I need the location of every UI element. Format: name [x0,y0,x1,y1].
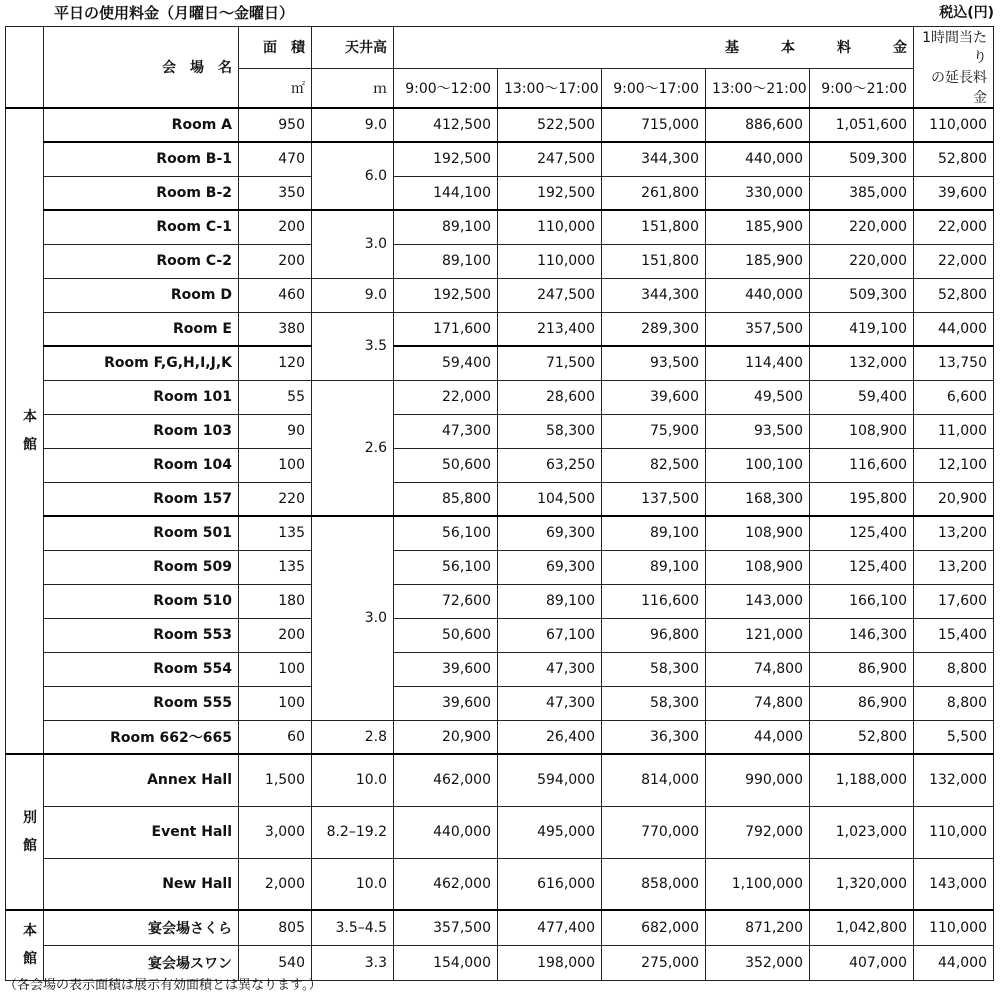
table-row [6,346,994,380]
ceiling-cell: 2.6 [312,380,394,516]
fee-cell: 509,300 [810,278,914,312]
table-row [6,720,994,754]
fee-cell: 858,000 [602,858,706,910]
fee-cell: 110,000 [498,244,602,278]
extension-fee-cell: 13,750 [914,346,994,380]
fee-cell: 151,800 [602,244,706,278]
fee-cell: 171,600 [394,312,498,346]
fee-cell: 59,400 [810,380,914,414]
area-cell: 180 [239,584,312,618]
fee-cell: 195,800 [810,482,914,516]
fee-cell: 39,600 [394,652,498,686]
area-unit: ㎡ [239,68,312,108]
time-slot-header: 9:00～12:00 [394,68,498,108]
fee-cell: 289,300 [602,312,706,346]
area-cell: 805 [239,910,312,945]
table-row [6,312,994,346]
fee-cell: 108,900 [706,516,810,550]
table-row [6,142,994,176]
fee-cell: 50,600 [394,618,498,652]
venue-name: Room 509 [44,550,239,584]
venue-name: Room 501 [44,516,239,550]
time-slot-header: 13:00～17:00 [498,68,602,108]
fee-cell: 247,500 [498,278,602,312]
venue-name: Room B-1 [44,142,239,176]
fee-cell: 58,300 [498,414,602,448]
fee-cell: 412,500 [394,108,498,142]
fee-cell: 715,000 [602,108,706,142]
table-row [6,482,994,516]
area-cell: 460 [239,278,312,312]
fee-cell: 39,600 [394,686,498,720]
page-title: 平日の使用料金（月曜日～金曜日） [54,4,295,22]
fee-cell: 1,100,000 [706,858,810,910]
fee-cell: 69,300 [498,550,602,584]
area-cell: 950 [239,108,312,142]
extension-fee-cell: 22,000 [914,210,994,244]
fee-cell: 52,800 [810,720,914,754]
fee-cell: 220,000 [810,244,914,278]
fee-cell: 89,100 [394,244,498,278]
venue-name: Event Hall [44,806,239,858]
venue-name: Room 510 [44,584,239,618]
fee-cell: 89,100 [498,584,602,618]
fee-cell: 85,800 [394,482,498,516]
extension-fee-cell: 13,200 [914,516,994,550]
extension-fee-cell: 110,000 [914,806,994,858]
area-cell: 60 [239,720,312,754]
fee-cell: 137,500 [602,482,706,516]
ceiling-cell: 3.0 [312,516,394,720]
fee-cell: 63,250 [498,448,602,482]
ceiling-cell: 3.5–4.5 [312,910,394,945]
table-row [6,516,994,550]
fee-cell: 49,500 [706,380,810,414]
extension-fee-cell: 39,600 [914,176,994,210]
venue-header: 会 場 名 [44,27,239,109]
fee-cell: 1,042,800 [810,910,914,945]
fee-cell: 125,400 [810,550,914,584]
time-slot-header: 13:00～21:00 [706,68,810,108]
area-cell: 100 [239,652,312,686]
fee-cell: 419,100 [810,312,914,346]
fee-cell: 56,100 [394,550,498,584]
area-cell: 100 [239,448,312,482]
area-cell: 540 [239,945,312,980]
area-cell: 470 [239,142,312,176]
fee-cell: 47,300 [498,652,602,686]
building-label: 別 館 [6,754,44,910]
fee-cell: 616,000 [498,858,602,910]
fee-cell: 93,500 [602,346,706,380]
extension-header: 1時間当たり の延長料金 [914,27,994,109]
ceiling-cell: 10.0 [312,858,394,910]
fee-cell: 990,000 [706,754,810,806]
venue-name: Room 555 [44,686,239,720]
table-row [6,686,994,720]
table-row [6,108,994,142]
ceiling-cell: 10.0 [312,754,394,806]
fee-cell: 67,100 [498,618,602,652]
area-cell: 100 [239,686,312,720]
area-cell: 200 [239,210,312,244]
fee-cell: 110,000 [498,210,602,244]
fee-cell: 357,500 [706,312,810,346]
venue-name: Room A [44,108,239,142]
area-cell: 90 [239,414,312,448]
fee-cell: 58,300 [602,652,706,686]
table-row [6,278,994,312]
fee-cell: 275,000 [602,945,706,980]
fee-cell: 59,400 [394,346,498,380]
fee-cell: 357,500 [394,910,498,945]
area-cell: 220 [239,482,312,516]
fee-cell: 104,500 [498,482,602,516]
table-row [6,244,994,278]
table-row [6,550,994,584]
extension-fee-cell: 11,000 [914,414,994,448]
fee-cell: 116,600 [810,448,914,482]
fee-cell: 385,000 [810,176,914,210]
fee-cell: 330,000 [706,176,810,210]
building-label: 本 館 [6,108,44,754]
table-row [6,806,994,858]
venue-name: New Hall [44,858,239,910]
fee-cell: 192,500 [394,278,498,312]
fee-cell: 114,400 [706,346,810,380]
extension-fee-cell: 17,600 [914,584,994,618]
fee-cell: 26,400 [498,720,602,754]
fee-cell: 89,100 [394,210,498,244]
time-slot-header: 9:00～17:00 [602,68,706,108]
extension-fee-cell: 8,800 [914,652,994,686]
extension-fee-cell: 5,500 [914,720,994,754]
table-row [6,448,994,482]
venue-name: Room B-2 [44,176,239,210]
fee-cell: 47,300 [498,686,602,720]
fee-cell: 75,900 [602,414,706,448]
area-cell: 380 [239,312,312,346]
table-row [6,176,994,210]
extension-fee-cell: 132,000 [914,754,994,806]
fee-cell: 146,300 [810,618,914,652]
fee-cell: 198,000 [498,945,602,980]
table-row [6,858,994,910]
fee-cell: 682,000 [602,910,706,945]
extension-fee-cell: 143,000 [914,858,994,910]
fee-cell: 871,200 [706,910,810,945]
fee-cell: 143,000 [706,584,810,618]
fee-cell: 261,800 [602,176,706,210]
fee-cell: 132,000 [810,346,914,380]
fee-cell: 108,900 [810,414,914,448]
fee-cell: 28,600 [498,380,602,414]
fee-cell: 247,500 [498,142,602,176]
table-row [6,618,994,652]
fee-cell: 440,000 [394,806,498,858]
fee-cell: 69,300 [498,516,602,550]
table-row [6,754,994,806]
fee-cell: 100,100 [706,448,810,482]
venue-name: Room F,G,H,I,J,K [44,346,239,380]
fee-cell: 344,300 [602,278,706,312]
fee-cell: 440,000 [706,278,810,312]
rate-table [5,26,994,981]
fee-cell: 22,000 [394,380,498,414]
venue-name: Room 553 [44,618,239,652]
venue-name: Room E [44,312,239,346]
venue-name: Room C-2 [44,244,239,278]
table-row [6,414,994,448]
extension-fee-cell: 13,200 [914,550,994,584]
area-cell: 2,000 [239,858,312,910]
fee-cell: 477,400 [498,910,602,945]
ceiling-cell: 8.2–19.2 [312,806,394,858]
fee-cell: 522,500 [498,108,602,142]
ceiling-cell: 6.0 [312,142,394,210]
fee-cell: 166,100 [810,584,914,618]
fee-cell: 20,900 [394,720,498,754]
area-cell: 55 [239,380,312,414]
fee-cell: 495,000 [498,806,602,858]
fee-cell: 96,800 [602,618,706,652]
fee-cell: 462,000 [394,754,498,806]
fee-cell: 462,000 [394,858,498,910]
fee-cell: 1,188,000 [810,754,914,806]
ceiling-cell: 3.3 [312,945,394,980]
area-cell: 120 [239,346,312,380]
fee-cell: 125,400 [810,516,914,550]
fee-cell: 220,000 [810,210,914,244]
extension-fee-cell: 52,800 [914,278,994,312]
fee-cell: 50,600 [394,448,498,482]
extension-fee-cell: 8,800 [914,686,994,720]
fee-cell: 192,500 [394,142,498,176]
venue-name: Room C-1 [44,210,239,244]
fee-cell: 185,900 [706,244,810,278]
tax-label: 税込(円) [939,5,994,21]
ceiling-cell: 9.0 [312,108,394,142]
extension-fee-cell: 52,800 [914,142,994,176]
fee-cell: 440,000 [706,142,810,176]
area-cell: 1,500 [239,754,312,806]
table-row [6,210,994,244]
area-cell: 200 [239,244,312,278]
building-label: 本 館 [6,910,44,980]
fee-cell: 886,600 [706,108,810,142]
extension-fee-cell: 12,100 [914,448,994,482]
venue-name: Room D [44,278,239,312]
fee-cell: 1,023,000 [810,806,914,858]
fee-cell: 44,000 [706,720,810,754]
fee-cell: 594,000 [498,754,602,806]
ceiling-unit: ｍ [312,68,394,108]
footnote: （各会場の表示面積は展示有効面積とは異なります。） [4,978,322,993]
venue-name: Room 101 [44,380,239,414]
table-row [6,380,994,414]
extension-fee-cell: 6,600 [914,380,994,414]
fee-cell: 72,600 [394,584,498,618]
venue-name: 宴会場さくら [44,910,239,945]
fee-cell: 36,300 [602,720,706,754]
fee-cell: 93,500 [706,414,810,448]
table-row [6,652,994,686]
table-row [6,910,994,945]
fee-cell: 407,000 [810,945,914,980]
fee-cell: 58,300 [602,686,706,720]
corner-cell [6,27,44,109]
fee-cell: 213,400 [498,312,602,346]
venue-name: Room 662～665 [44,720,239,754]
fee-cell: 116,600 [602,584,706,618]
fee-cell: 1,051,600 [810,108,914,142]
area-cell: 135 [239,550,312,584]
area-header: 面 積 [239,27,312,69]
fee-cell: 192,500 [498,176,602,210]
fee-cell: 144,100 [394,176,498,210]
fee-cell: 86,900 [810,686,914,720]
fee-cell: 39,600 [602,380,706,414]
fee-cell: 770,000 [602,806,706,858]
ceiling-cell: 3.0 [312,210,394,278]
fee-cell: 74,800 [706,686,810,720]
extension-fee-cell: 110,000 [914,108,994,142]
fee-cell: 56,100 [394,516,498,550]
fee-cell: 814,000 [602,754,706,806]
fee-cell: 185,900 [706,210,810,244]
fee-cell: 154,000 [394,945,498,980]
venue-name: Room 103 [44,414,239,448]
fee-cell: 168,300 [706,482,810,516]
fee-cell: 47,300 [394,414,498,448]
fee-cell: 121,000 [706,618,810,652]
area-cell: 350 [239,176,312,210]
fee-cell: 792,000 [706,806,810,858]
area-cell: 200 [239,618,312,652]
fee-cell: 1,320,000 [810,858,914,910]
fee-cell: 89,100 [602,550,706,584]
fee-cell: 151,800 [602,210,706,244]
fee-cell: 71,500 [498,346,602,380]
extension-fee-cell: 22,000 [914,244,994,278]
venue-name: 宴会場スワン [44,945,239,980]
table-row [6,584,994,618]
fee-cell: 509,300 [810,142,914,176]
fee-cell: 344,300 [602,142,706,176]
venue-name: Room 104 [44,448,239,482]
area-cell: 3,000 [239,806,312,858]
time-slot-header: 9:00～21:00 [810,68,914,108]
extension-fee-cell: 20,900 [914,482,994,516]
ceiling-cell: 2.8 [312,720,394,754]
venue-name: Room 554 [44,652,239,686]
fee-cell: 86,900 [810,652,914,686]
extension-fee-cell: 44,000 [914,312,994,346]
venue-name: Room 157 [44,482,239,516]
fee-cell: 352,000 [706,945,810,980]
basic-fee-header: 基 本 料 金 [394,27,914,69]
area-cell: 135 [239,516,312,550]
fee-cell: 82,500 [602,448,706,482]
extension-fee-cell: 44,000 [914,945,994,980]
fee-cell: 89,100 [602,516,706,550]
fee-cell: 108,900 [706,550,810,584]
extension-fee-cell: 110,000 [914,910,994,945]
ceiling-cell: 9.0 [312,278,394,312]
extension-fee-cell: 15,400 [914,618,994,652]
fee-cell: 74,800 [706,652,810,686]
ceiling-cell: 3.5 [312,312,394,380]
ceiling-header: 天井高 [312,27,394,69]
venue-name: Annex Hall [44,754,239,806]
